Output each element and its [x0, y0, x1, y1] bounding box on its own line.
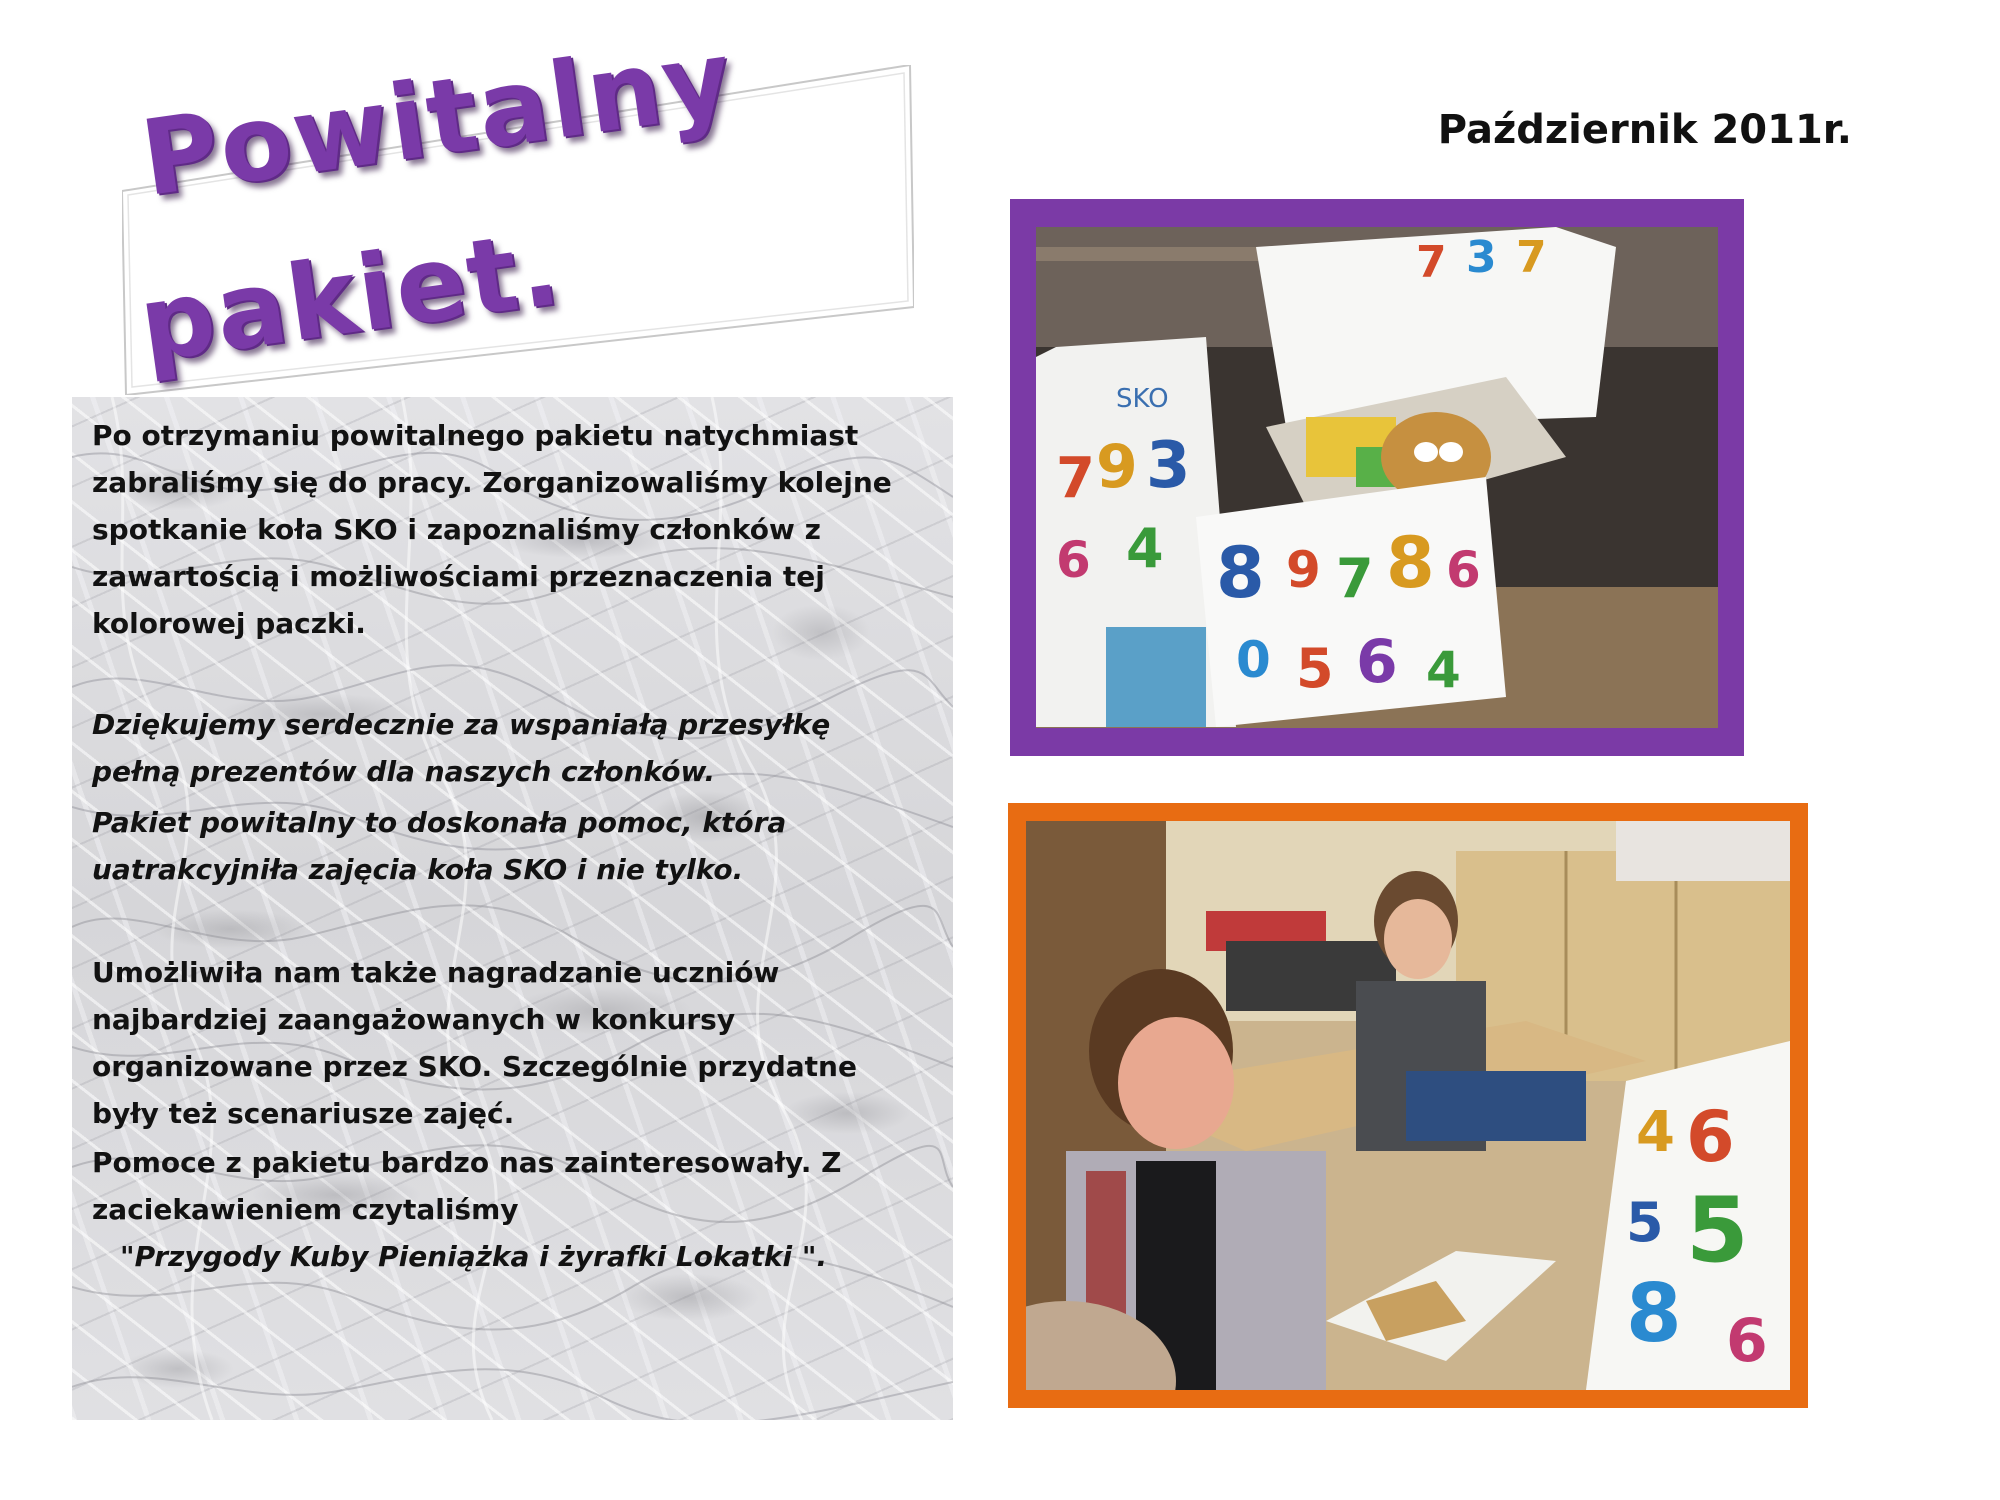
para1-line: Po otrzymaniu powitalnego pakietu natychmiast	[92, 419, 859, 452]
svg-text:5: 5	[1686, 1178, 1749, 1283]
svg-text:3: 3	[1146, 429, 1191, 503]
svg-text:7: 7	[1416, 237, 1447, 288]
page-title-line2: pakiet.	[132, 206, 569, 386]
svg-text:8: 8	[1386, 522, 1435, 604]
svg-text:8: 8	[1216, 532, 1265, 614]
article-panel	[72, 397, 953, 1420]
svg-text:5: 5	[1296, 637, 1334, 700]
svg-text:6: 6	[1056, 531, 1091, 589]
svg-text:7: 7	[1516, 232, 1547, 283]
book-title-quote: "Przygody Kuby Pieniążka i żyrafki Lokatki ".	[120, 1240, 828, 1273]
sko-logo: SKO	[1116, 384, 1169, 414]
thanks-line: Pakiet powitalny to doskonała pomoc, która	[92, 806, 787, 839]
para2-line: najbardziej zaangażowanych w konkursy	[92, 1003, 736, 1036]
photo-children-reading	[1008, 803, 1808, 1408]
para3-line: Pomoce z pakietu bardzo nas zainteresowały. Z	[92, 1146, 842, 1179]
svg-text:7: 7	[1056, 446, 1095, 511]
svg-text:4: 4	[1426, 641, 1461, 699]
para1-line: spotkanie koła SKO i zapoznaliśmy członków z	[92, 513, 821, 546]
svg-text:9: 9	[1096, 432, 1138, 502]
issue-date: Październik 2011r.	[1437, 107, 1852, 153]
para2-line: Umożliwiła nam także nagradzanie uczniów	[92, 956, 780, 989]
page-title-line1: Powitalny	[134, 16, 741, 220]
svg-text:4: 4	[1126, 517, 1164, 580]
svg-text:5: 5	[1626, 1191, 1664, 1254]
para1-line: zabraliśmy się do pracy. Zorganizowaliśmy kolejne	[92, 466, 892, 499]
svg-text:6: 6	[1446, 541, 1481, 599]
title-block	[122, 16, 914, 395]
thanks-line: Dziękujemy serdecznie za wspaniałą przesyłkę	[92, 708, 831, 741]
para1-line: zawartością i możliwościami przeznaczenia tej	[92, 560, 825, 593]
svg-text:7: 7	[1336, 547, 1374, 610]
article-text	[92, 412, 942, 1280]
para3-line: zaciekawieniem czytaliśmy	[92, 1193, 519, 1226]
svg-text:6: 6	[1726, 1306, 1768, 1376]
photo-welcome-box	[1010, 199, 1744, 756]
svg-text:6: 6	[1356, 627, 1398, 697]
svg-text:6: 6	[1686, 1096, 1735, 1178]
thanks-line: pełną prezentów dla naszych członków.	[92, 755, 716, 788]
para1-line: kolorowej paczki.	[92, 607, 366, 640]
para2-line: organizowane przez SKO. Szczególnie przydatne	[92, 1050, 857, 1083]
svg-text:9: 9	[1286, 541, 1321, 599]
svg-text:0: 0	[1236, 631, 1271, 689]
para2-line: były też scenariusze zajęć.	[92, 1097, 515, 1130]
welcome-box-image	[1036, 227, 1718, 728]
thanks-line: uatrakcyjniła zajęcia koła SKO i nie tylko.	[92, 853, 744, 886]
children-reading-image	[1026, 821, 1790, 1390]
svg-text:8: 8	[1626, 1267, 1682, 1360]
svg-text:3: 3	[1466, 232, 1497, 283]
svg-text:4: 4	[1636, 1100, 1675, 1165]
